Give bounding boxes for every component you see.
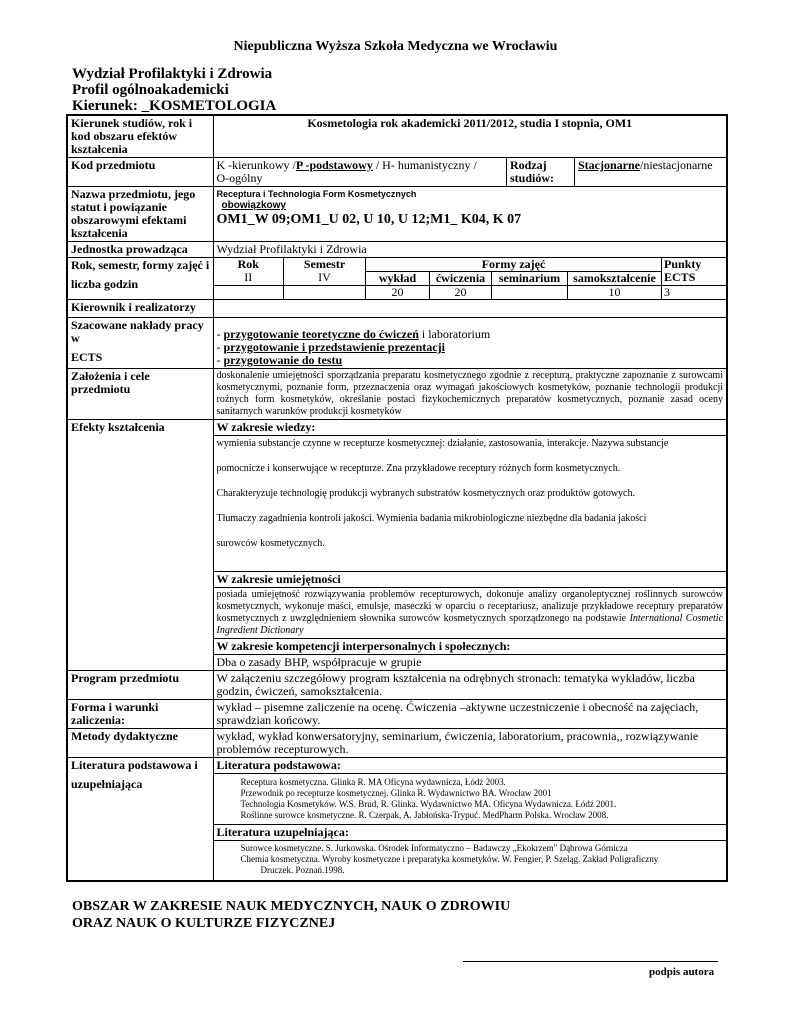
v-wyklad: 20 [366,286,430,300]
h-seminarium: seminarium [492,272,568,286]
wiedza-2: pomocnicze i konserwujące w recepturze. Zna przykładowe receptury różnych form kosmetycznych. [216,463,621,474]
lit-pod-item: Roślinne surowce kosmetyczne. R. Czerpak, A. Jabłońska-Trypuć. MedPharm Polska. Wrocław 2008. [240,810,609,820]
kod-k: K -kierunkowy / [216,158,296,172]
stacjonarne: Stacjonarne [578,158,640,172]
label-rok [67,258,213,300]
label-jednostka: Jednostka prowadząca [67,242,213,258]
naklady-item-3: - przygotowanie do testu [216,353,343,367]
label-metody: Metody dydaktyczne [67,729,213,758]
value-rodzaj [575,158,727,186]
lit-uzu-item: Surowce kosmetyczne. S. Jurkowska. Ośrodek Informatyczno – Badawczy „Ekokrzem" Dąbrowa Górnicza [240,843,628,853]
umiej-body: posiada umiejętność rozwiązywania problemów recepturowych, dokonuje analizy organoleptycznej roślinnych surowców kosmetycznych, wykonuje maści, emulsje, maseczki w oparciu o receptariusz, analizuje przykładowe receptury preparatów kosmetycznych z uwzględnieniem słownika surowców kosmetycznych sporządzonego na podstawie International Cosmetic Ingredient Dictionary [216,589,724,636]
row-zalozenia [67,369,727,420]
h-rok: Rok II [214,258,284,286]
h-samo: samokształcenie [568,272,662,286]
kod-p: P -podstawowy [295,158,373,172]
lit-pod-item: Receptura kosmetyczna. Glinka R. MA Oficyna wydawnicza, Łódź 2003. [240,777,506,787]
h-wyklad: wykład [366,272,430,286]
row-nazwa [67,187,727,242]
lit-pod-item: Przewodnik po recepturze kosmetycznej. Glinka R. Wydawnictwo BA. Wrocław 2001 [240,788,552,798]
syllabus-table [66,114,728,882]
wiedza-3: Charakteryzuje technologię produkcji wybranych substratów kosmetycznych oraz produktów gotowych. [216,488,635,499]
komp-body: Dba o zasady BHP, współpracuje w grupie [216,655,422,669]
label-kod: Kod przedmiotu [67,158,213,187]
label-naklady [67,318,213,369]
value-kod [214,158,507,186]
value-program: W załączeniu szczegółowy program kształcenia na odrębnych stronach: tematyka wykładów, liczba godzin, ćwiczeń, samokształcenia. [213,671,727,700]
hours-table [214,258,727,299]
subject-status: obowiązkowy [221,200,286,211]
lit-pod-title: Literatura podstawowa: [214,758,727,774]
footer-line-1: OBSZAR W ZAKRESIE NAUK MEDYCZNYCH, NAUK O ZDROWIU [72,899,511,914]
subject-name: Receptura i Technologia Form Kosmetycznych [216,189,417,199]
lit-uzu-item: Chemia kosmetyczna. Wyroby kosmetyczne i preparatyka kosmetyków. W. Fengier, P. Szeląg. Zakład Poligraficzny [240,854,659,864]
label-rodzaj: Rodzaj studiów: [507,158,575,186]
label-kierownik: Kierownik i realizatorzy [67,300,213,318]
value-zalozenia: doskonalenie umiejętności sporządzania preparatu kosmetycznego zgodnie z recepturą, praktyczne zapoznanie z surowcami kosmetycznymi, poznanie form, przeznaczenia oraz wymagań jakościowych kosmetyków, poznanie technologii produkcji rożnych form kosmetyków, określanie postaci fizykochemicznych preparatów kosmetycznych, poznanie zasad oceny sanitarnych warunków produkcji kosmetyków [213,369,727,420]
v-seminarium [492,286,568,300]
row-naklady [67,318,727,369]
value-metody: wykład, wykład konwersatoryjny, seminarium, ćwiczenia, laboratorium, pracownia,, rozwiązywanie problemów recepturowych. [213,729,727,758]
label-kierunek: Kierunek studiów, rok i kod obszaru efektów kształcenia [67,115,213,158]
university-name: Niepubliczna Wyższa Szkoła Medyczna we Wrocławiu [233,39,558,54]
label-nazwa: Nazwa przedmiotu, jego statut i powiązanie obszarowymi efektami kształcenia [67,187,213,242]
row-program [67,671,727,700]
label-efekty: Efekty kształcenia [67,420,213,671]
label-rok-1: Rok, semestr, formy zajęć i [71,258,210,272]
value-jednostka: Wydział Profilaktyki i Zdrowia [213,242,727,258]
umiej-title: W zakresie umiejętności [214,572,727,588]
label-naklady-2: ECTS [71,350,103,364]
row-rok [67,258,727,300]
v-samo: 10 [568,286,662,300]
naklady-item-2: - przygotowanie i przedstawienie prezentacji [216,340,445,354]
naklady-item-1: - przygotowanie teoretyczne do ćwiczeń i laboratorium [216,327,491,341]
h-punkty: Punkty ECTS [662,258,726,286]
row-kod [67,158,727,187]
signature-label: podpis autora [649,966,715,978]
label-zalozenia: Założenia i cele przedmiotu [67,369,213,420]
value-formy: wykład – pisemne zaliczenie na ocenę. Ćwiczenia –aktywne uczestniczenie i obecność na zajęciach, sprawdzian końcowy. [213,700,727,729]
row-jednostka [67,242,727,258]
faculty-title: Wydział Profilaktyki i Zdrowia [72,66,273,82]
label-literatura [67,758,213,882]
lit-pod-list [217,774,724,824]
wiedza-body [217,438,724,571]
lit-pod-item: Technologia Kosmetyków. W.S. Brud, R. Glinka. Wydawnictwo MA. Oficyna Wydawnicza. Łódź 2001. [240,799,617,809]
label-naklady-1: Szacowane nakłady pracy w [71,318,204,345]
v-rok: II [244,270,253,284]
label-lit-2: uzupełniająca [71,777,143,791]
label-rok-2: liczba godzin [71,277,139,291]
wiedza-4: Tłumaczy zagadnienia kontroli jakości. Wymienia badania mikrobiologiczne niezbędne dla badania jakości [216,513,647,524]
row-kierunek [67,115,727,158]
value-kierunek: Kosmetologia rok akademicki 2011/2012, studia I stopnia, OM1 [213,115,727,158]
value-kierownik [213,300,727,318]
h-semestr: Semestr IV [284,258,366,286]
v-punkty: 3 [662,286,726,300]
row-kierownik [67,300,727,318]
field-title: Kierunek: _KOSMETOLOGIA [72,98,277,114]
footer-line-2: ORAZ NAUK O KULTURZE FIZYCZNEJ [72,916,336,931]
niestacjonarne: /niestacjonarne [640,158,713,172]
row-formy [67,700,727,729]
subject-codes: OM1_W 09;OM1_U 02, U 10, U 12;M1_ K04, K 07 [216,212,522,227]
row-metody [67,729,727,758]
lit-uzu-title: Literatura uzupełniająca: [214,825,727,841]
row-efekty [67,420,727,671]
wiedza-title: W zakresie wiedzy: [214,420,727,436]
h-cwiczenia: ćwiczenia [430,272,492,286]
v-semestr: IV [318,270,331,284]
row-literatura [67,758,727,882]
signature-line [463,961,718,962]
h-formy: Formy zajęć [366,258,662,272]
kod-h: / H- humanistyczny / [375,158,477,172]
wiedza-5: surowców kosmetycznych. [216,538,325,549]
kod-o: O-ogólny [216,171,263,185]
lit-uzu-list [217,841,724,880]
lit-uzu-item: Druczek. Poznań.1998. [260,865,345,875]
profile-title: Profil ogólnoakademicki [72,82,229,98]
label-lit-1: Literatura podstawowa i [71,758,198,772]
komp-title: W zakresie kompetencji interpersonalnych i społecznych: [214,639,727,655]
wiedza-1: wymienia substancje czynne w recepturze kosmetycznej: działanie, zastosowania, interakcje. Nazywa substancje [216,438,669,449]
label-formy: Forma i warunki zaliczenia: [67,700,213,729]
v-cwiczenia: 20 [430,286,492,300]
label-program: Program przedmiotu [67,671,213,700]
